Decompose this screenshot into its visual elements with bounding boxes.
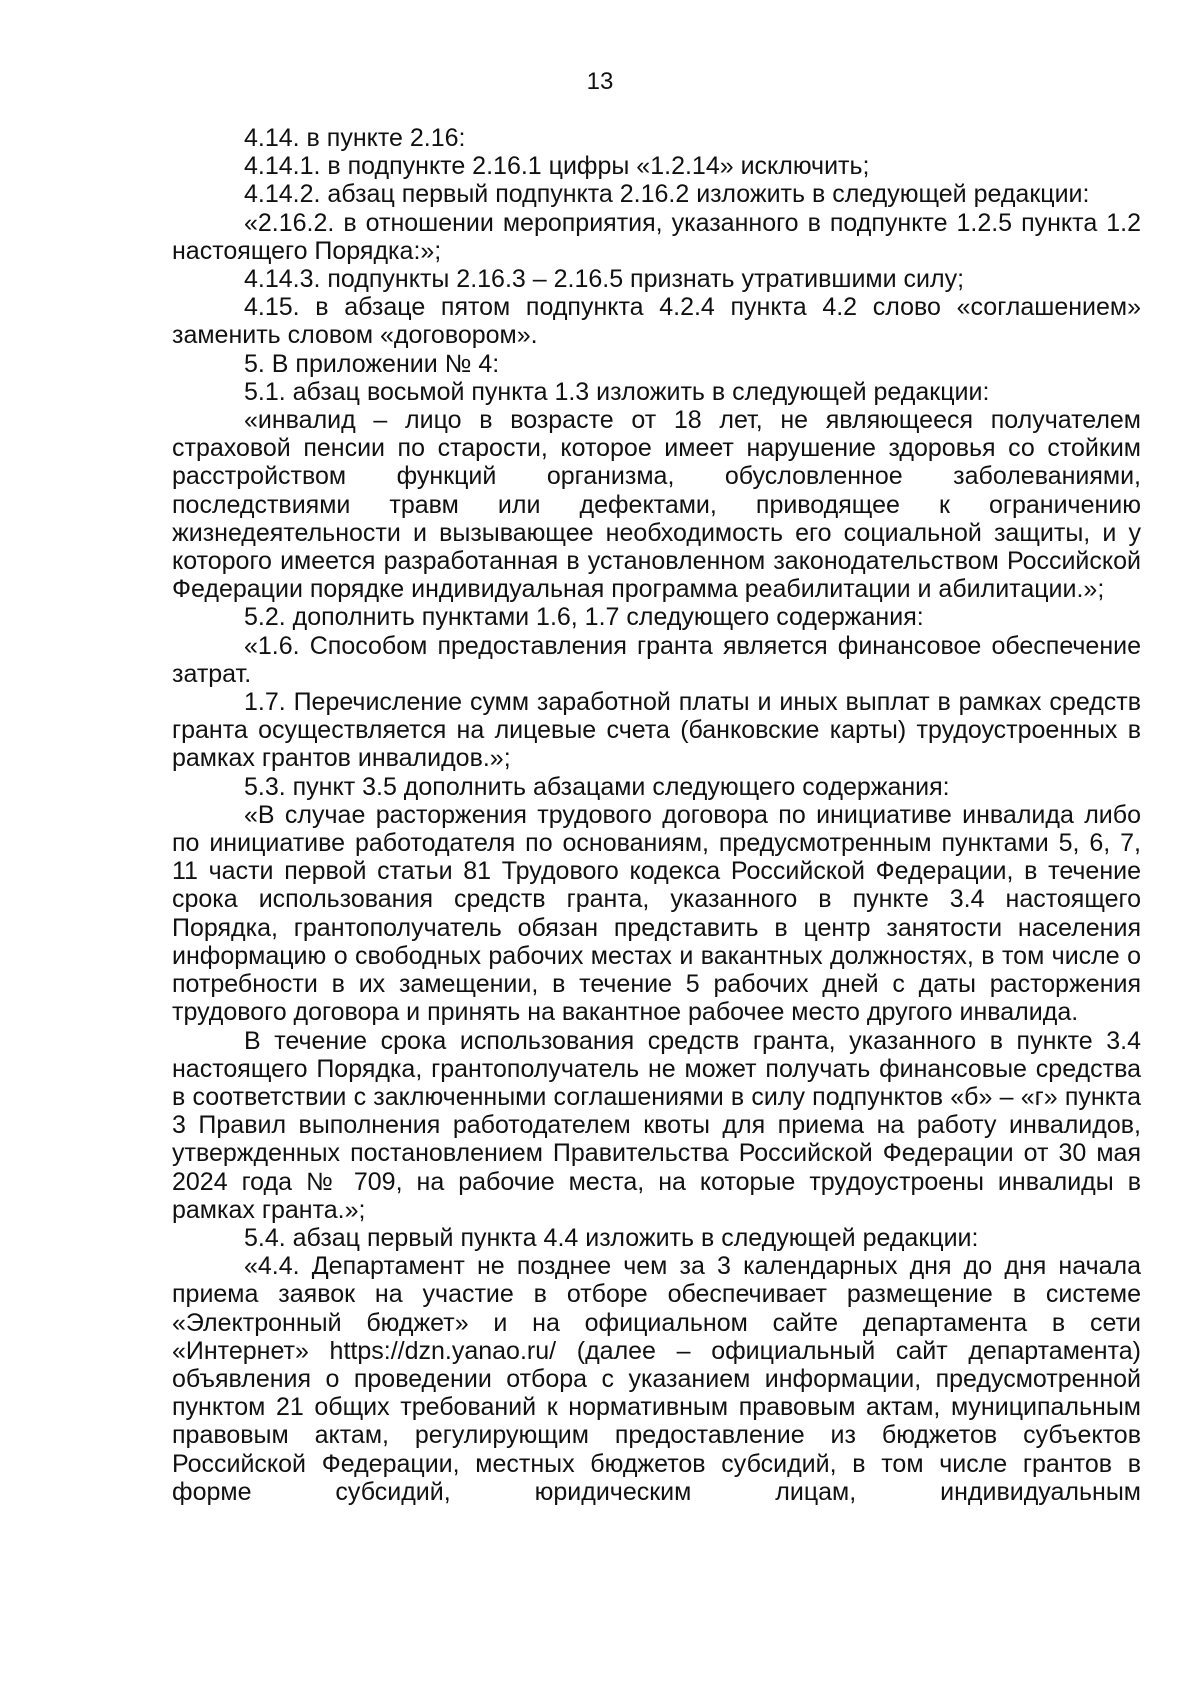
paragraph: 5. В приложении № 4: — [244, 349, 500, 378]
page-number: 13 — [586, 68, 614, 95]
paragraph: 4.14.2. абзац первый подпункта 2.16.2 изложить в следующей редакции: — [244, 180, 1090, 209]
paragraph: «В случае расторжения трудового договора по инициативе инвалида либо по инициативе работодателя по основаниям, предусмотренным пунктами 5, 6, 7, 11 части первой статьи 81 Трудового кодекса Российской Федерации, в течение срока использования средств гранта, указанного в пункте 3.4 настоящего Порядка, грантополучатель обязан представить в центр занятости населения информацию о свободных рабочих местах и вакантных должностях, в том числе о потребности в их замещении, в течение 5 рабочих дней с даты расторжения трудового договора и принять на вакантное рабочее место другого инвалида. — [172, 800, 1141, 1027]
paragraph: «2.16.2. в отношении мероприятия, указанного в подпункте 1.2.5 пункта 1.2 настоящего Порядка:»; — [172, 208, 1141, 265]
paragraph: 4.14.1. в подпункте 2.16.1 цифры «1.2.14» исключить; — [244, 152, 870, 181]
paragraph: 5.2. дополнить пунктами 1.6, 1.7 следующего содержания: — [244, 603, 924, 632]
paragraph: 5.3. пункт 3.5 дополнить абзацами следующего содержания: — [244, 772, 950, 801]
paragraph: В течение срока использования средств гранта, указанного в пункте 3.4 настоящего Порядка, грантополучатель не может получать финансовые средства в соответствии с заключенными соглашениями в силу подпунктов «б» – «г» пункта 3 Правил выполнения работодателем квоты для приема на работу инвалидов, утвержденных постановлением Правительства Российской Федерации от 30 мая 2024 года № 709, на рабочие места, на которые трудоустроены инвалиды в рамках гранта.»; — [172, 1026, 1141, 1224]
paragraph: 5.1. абзац восьмой пункта 1.3 изложить в следующей редакции: — [244, 377, 990, 406]
paragraph: 4.15. в абзаце пятом подпункта 4.2.4 пункта 4.2 слово «соглашением» заменить словом «договором». — [172, 293, 1141, 350]
paragraph: 5.4. абзац первый пункта 4.4 изложить в следующей редакции: — [244, 1223, 979, 1252]
paragraph: «1.6. Способом предоставления гранта является финансовое обеспечение затрат. — [172, 631, 1141, 688]
paragraph: 4.14. в пункте 2.16: — [244, 124, 466, 152]
document-body — [172, 124, 1141, 1506]
paragraph: «инвалид – лицо в возрасте от 18 лет, не являющееся получателем страховой пенсии по старости, которое имеет нарушение здоровья со стойким расстройством функций организма, обусловленное заболеваниями, последствиями травм или дефектами, приводящее к ограничению жизнедеятельности и вызывающее необходимость его социальной защиты, и у которого имеется разработанная в установленном законодательством Российской Федерации порядке индивидуальная программа реабилитации и абилитации.»; — [172, 406, 1141, 604]
paragraph: «4.4. Департамент не позднее чем за 3 календарных дня до дня начала приема заявок на участие в отборе обеспечивает размещение в системе «Электронный бюджет» и на официальном сайте департамента в сети «Интернет» https://dzn.yanao.ru/ (далее – официальный сайт департамента) объявления о проведении отбора с указанием информации, предусмотренной пунктом 21 общих требований к нормативным правовым актам, муниципальным правовым актам, регулирующим предоставление из бюджетов субъектов Российской Федерации, местных бюджетов субсидий, в том числе грантов в форме субсидий, юридическим лицам, индивидуальным — [172, 1252, 1141, 1506]
paragraph: 4.14.3. подпункты 2.16.3 – 2.16.5 признать утратившими силу; — [244, 265, 965, 294]
paragraph: 1.7. Перечисление сумм заработной платы и иных выплат в рамках средств гранта осуществляется на лицевые счета (банковские карты) трудоустроенных в рамках грантов инвалидов.»; — [172, 688, 1141, 773]
